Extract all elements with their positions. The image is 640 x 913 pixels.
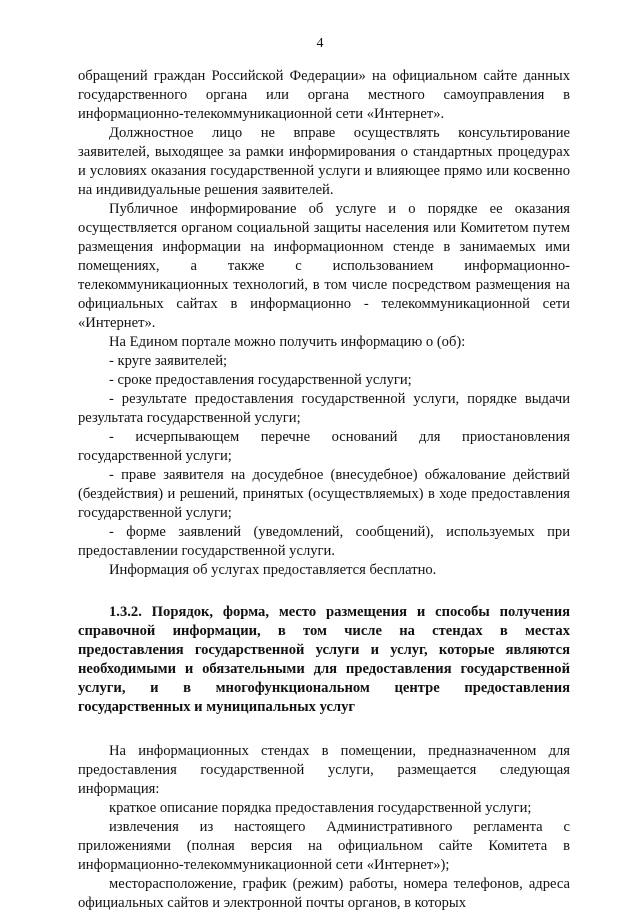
list-item: - праве заявителя на досудебное (внесудебное) обжалование действий (бездействия) и решений, принятых (осуществляемых) в ходе предоставления государственной услуги; bbox=[78, 467, 570, 521]
section-heading: 1.3.2. Порядок, форма, место размещения и способы получения справочной информации, в том числе на стендах в местах предоставления государственной услуги и услуг, которые являются необходимыми и обязательными для предоставления государственной услуги, и в многофункциональном центре предоставления государственных и муниципальных услуг bbox=[78, 604, 570, 715]
paragraph: Должностное лицо не вправе осуществлять консультирование заявителей, выходящее за рамки информирования о стандартных процедурах и условиях оказания государственной услуги и влияющее прямо или косвенно на индивидуальные решения заявителей. bbox=[78, 125, 570, 198]
list-item: - исчерпывающем перечне оснований для приостановления государственной услуги; bbox=[78, 429, 570, 464]
paragraph: месторасположение, график (режим) работы, номера телефонов, адреса официальных сайтов и электронной почты органов, в которых bbox=[78, 876, 570, 911]
paragraph: Публичное информирование об услуге и о порядке ее оказания осуществляется органом социальной защиты населения или Комитетом путем размещения информации на информационном стенде в занимаемых ими помещениях, а также с использованием информационно-телекоммуникационных технологий, в том числе посредством размещения на официальных сайтах в информационно - телекоммуникационной сети «Интернет». bbox=[78, 201, 570, 331]
paragraph: обращений граждан Российской Федерации» на официальном сайте данных государственного органа или органа местного самоуправления в информационно-телекоммуникационной сети «Интернет». bbox=[78, 68, 570, 122]
paragraph: На информационных стендах в помещении, предназначенном для предоставления государственной услуги, размещается следующая информация: bbox=[78, 743, 570, 797]
list-item: - сроке предоставления государственной услуги; bbox=[109, 372, 412, 388]
paragraph: Информация об услугах предоставляется бесплатно. bbox=[109, 562, 437, 578]
paragraph: извлечения из настоящего Административного регламента с приложениями (полная версия на официальном сайте Комитета в информационно-телекоммуникационной сети «Интернет»); bbox=[78, 819, 570, 873]
list-item: - результате предоставления государственной услуги, порядке выдачи результата государственной услуги; bbox=[78, 391, 570, 426]
page-number: 4 bbox=[316, 36, 324, 51]
list-item: - круге заявителей; bbox=[109, 353, 228, 369]
paragraph: На Едином портале можно получить информацию о (об): bbox=[109, 334, 466, 350]
paragraph: краткое описание порядка предоставления государственной услуги; bbox=[109, 800, 532, 816]
list-item: - форме заявлений (уведомлений, сообщений), используемых при предоставлении государственной услуги. bbox=[78, 524, 570, 559]
page-body bbox=[78, 67, 570, 913]
